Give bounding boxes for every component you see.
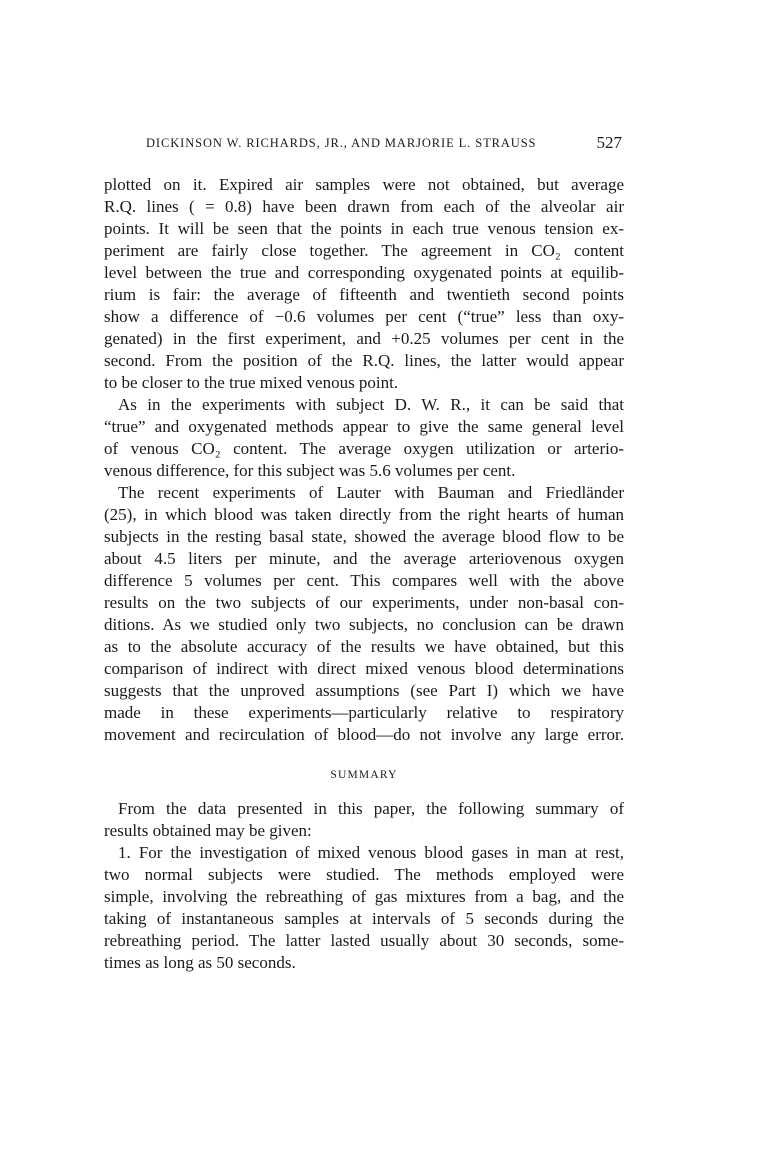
- paragraph-2: [104, 394, 624, 482]
- text-line: 1. For the investigation of mixed venous blood gases in man at rest,: [118, 843, 624, 862]
- text-line: comparison of indirect with direct mixed venous blood determinations: [104, 659, 624, 678]
- text-line: movement and recirculation of blood—do not involve any large error.: [104, 725, 624, 744]
- text-line: of venous CO₂ content. The average oxygen utilization or arterio-: [104, 439, 624, 458]
- text-line: to be closer to the true mixed venous point.: [104, 373, 399, 392]
- text-line: (25), in which blood was taken directly from the right hearts of human: [104, 505, 624, 524]
- text-line: From the data presented in this paper, the following summary of: [118, 799, 624, 818]
- text-line: rebreathing period. The latter lasted usually about 30 seconds, some-: [104, 931, 624, 950]
- text-line: difference 5 volumes per cent. This compares well with the above: [104, 571, 624, 590]
- page-number: 527: [596, 133, 622, 152]
- text-line: second. From the position of the R.Q. lines, the latter would appear: [104, 351, 624, 370]
- text-line: plotted on it. Expired air samples were not obtained, but average: [104, 175, 624, 194]
- paragraph-1: [104, 174, 624, 394]
- text-line: ditions. As we studied only two subjects, no conclusion can be drawn: [104, 615, 624, 634]
- text-line: show a difference of −0.6 volumes per cent (“true” less than oxy-: [104, 307, 624, 326]
- text-line: suggests that the unproved assumptions (see Part I) which we have: [104, 681, 624, 700]
- section-heading-summary: SUMMARY: [330, 769, 398, 781]
- text-line: made in these experiments—particularly relative to respiratory: [104, 703, 624, 722]
- text-line: two normal subjects were studied. The methods employed were: [104, 865, 624, 884]
- text-line: The recent experiments of Lauter with Bauman and Friedländer: [118, 483, 624, 502]
- text-line: results obtained may be given:: [104, 821, 312, 840]
- text-line: periment are fairly close together. The agreement in CO₂ content: [104, 241, 624, 260]
- running-head: [104, 133, 624, 157]
- paragraph-4: [104, 798, 624, 842]
- text-line: “true” and oxygenated methods appear to give the same general level: [104, 417, 624, 436]
- text-line: results on the two subjects of our experiments, under non-basal con-: [104, 593, 624, 612]
- text-line: as to the absolute accuracy of the results we have obtained, but this: [104, 637, 624, 656]
- text-line: about 4.5 liters per minute, and the average arteriovenous oxygen: [104, 549, 624, 568]
- text-line: taking of instantaneous samples at intervals of 5 seconds during the: [104, 909, 624, 928]
- text-line: simple, involving the rebreathing of gas mixtures from a bag, and the: [104, 887, 624, 906]
- text-line: subjects in the resting basal state, showed the average blood flow to be: [104, 527, 624, 546]
- text-line: times as long as 50 seconds.: [104, 953, 296, 972]
- body-text: [104, 174, 624, 974]
- text-line: As in the experiments with subject D. W. R., it can be said that: [118, 395, 624, 414]
- text-line: venous difference, for this subject was 5.6 volumes per cent.: [104, 461, 516, 480]
- text-line: points. It will be seen that the points in each true venous tension ex-: [104, 219, 624, 238]
- text-line: level between the true and corresponding oxygenated points at equilib-: [104, 263, 624, 282]
- paragraph-5: [104, 842, 624, 974]
- text-line: genated) in the first experiment, and +0.25 volumes per cent in the: [104, 329, 624, 348]
- running-head-authors: DICKINSON W. RICHARDS, JR., AND MARJORIE L. STRAUSS: [146, 136, 537, 150]
- paragraph-3: [104, 482, 624, 746]
- text-line: rium is fair: the average of fifteenth and twentieth second points: [104, 285, 624, 304]
- text-line: R.Q. lines ( = 0.8) have been drawn from each of the alveolar air: [104, 197, 624, 216]
